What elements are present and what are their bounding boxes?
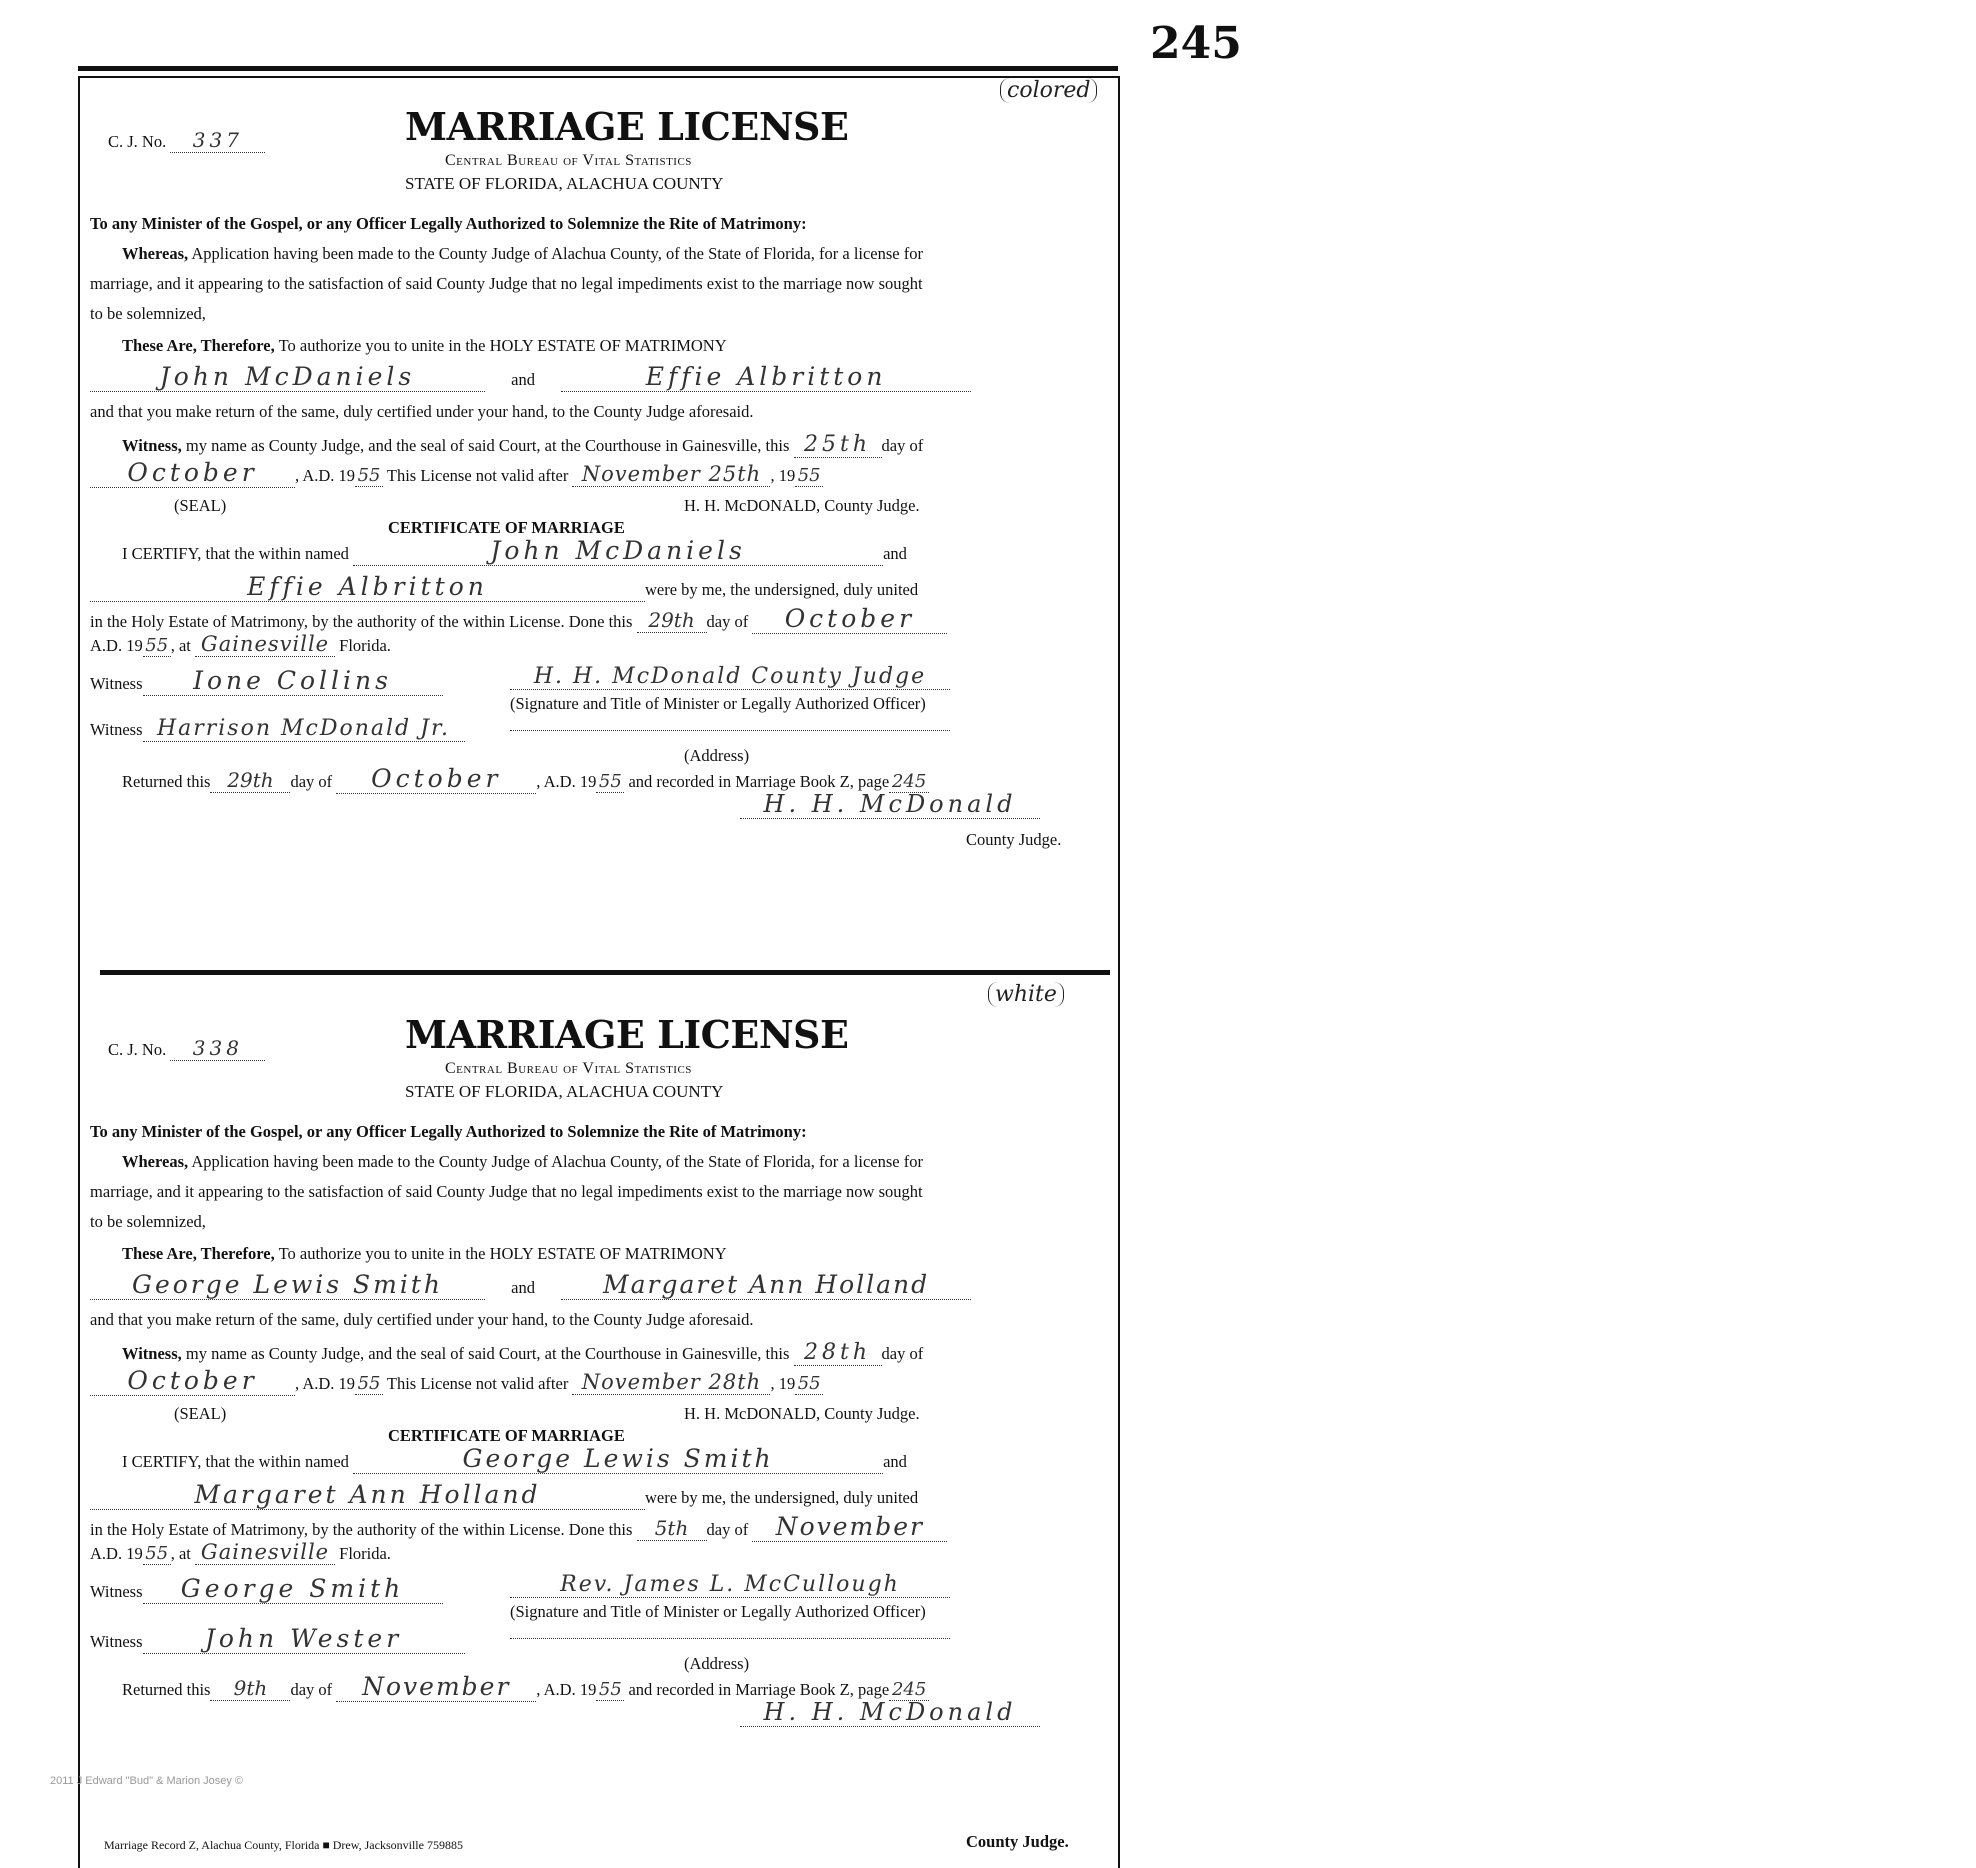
returned-year: 55 [596,1679,624,1701]
section-divider [100,970,1110,975]
valid-until: November 28th [572,1370,770,1395]
returned-day: 9th [210,1676,290,1701]
returned-line: Returned this 9th day of November , A.D. 19 55 and recorded in Marriage Book Z, page 245 [122,1672,1132,1702]
witness-1: George Smith [143,1574,443,1604]
cj-number: 337 [170,128,265,153]
book-page: 245 [889,1679,929,1701]
signature-title-label: (Signature and Title of Minister or Legally Authorized Officer) [510,1602,926,1621]
address-line: To any Minister of the Gospel, or any Officer Legally Authorized to Solemnize the Rite of Matrimony: [90,1122,807,1141]
certificate-title: CERTIFICATE OF MARRIAGE [388,1426,625,1445]
returned-month: November [336,1672,536,1702]
issue-month: October [90,1366,295,1396]
returned-line: Returned this 29th day of October , A.D. 19 55 and recorded in Marriage Book Z, page 245 [122,764,1132,794]
officiant-signature: Rev. James L. McCullough [510,1572,950,1598]
certify-line: I CERTIFY, that the within named John McDaniels and [122,536,907,565]
witness-judge-line: Witness, my name as County Judge, and the seal of said Court, at the Courthouse in Gainesville, this 28th day of [122,1340,924,1365]
issue-year: 55 [355,465,383,487]
cj-number-line [108,128,265,153]
witness-1: Ione Collins [143,666,443,696]
county-judge-label: County Judge. [966,830,1062,849]
bride-name: Effie Albritton [561,362,971,392]
returned-month: October [336,764,536,794]
seal-label: (SEAL) [174,496,227,515]
groom-name: George Lewis Smith [90,1270,485,1300]
valid-until: November 25th [572,462,770,487]
these-are-line: These Are, Therefore, To authorize you to unite in the HOLY ESTATE OF MATRIMONY [122,1244,727,1263]
married-month: November [752,1512,947,1542]
address-line: To any Minister of the Gospel, or any Officer Legally Authorized to Solemnize the Rite of Matrimony: [90,214,807,233]
these-are-line: These Are, Therefore, To authorize you to unite in the HOLY ESTATE OF MATRIMONY [122,336,727,355]
return-line: and that you make return of the same, duly certified under your hand, to the County Judge aforesaid. [90,402,754,421]
officiant-signature: H. H. McDonald County Judge [510,664,950,690]
place-line: A.D. 19 55 , at Gainesville Florida. [90,632,391,656]
issue-year: 55 [355,1373,383,1395]
seal-label: (SEAL) [174,1404,227,1423]
witness-2: John Wester [143,1624,465,1654]
issue-day: 28th [794,1340,882,1366]
recorder-line [740,790,1750,819]
copyright-watermark: 2011 J Edward "Bud" & Marion Josey © [50,1775,244,1787]
return-line: and that you make return of the same, duly certified under your hand, to the County Judge aforesaid. [90,1310,754,1329]
bureau-name: Central Bureau of Vital Statistics [445,152,692,169]
returned-year: 55 [596,771,624,793]
officiant-line [510,664,1520,690]
issue-day: 25th [794,432,882,458]
witness-1-line: Witness Ione Collins [90,666,1100,696]
officiant-address-line [510,716,1520,736]
judge-signature-line: H. H. McDONALD, County Judge. [684,496,920,515]
witness-judge-line: Witness, my name as County Judge, and the seal of said Court, at the Courthouse in Gainesville, this 25th day of [122,432,924,457]
bride-cert: Effie Albritton [90,572,645,602]
race-note: white [988,982,1064,1007]
married-year: 55 [143,635,171,657]
bride-cert-line: Margaret Ann Holland were by me, the undersigned, duly united [90,1480,1100,1510]
certify-line: I CERTIFY, that the within named George Lewis Smith and [122,1444,907,1473]
officiant-address-line [510,1624,1520,1644]
witness-1-line: Witness George Smith [90,1574,1100,1604]
bride-name: Margaret Ann Holland [561,1270,971,1300]
groom-cert: John McDaniels [353,536,883,566]
recorder-signature: H. H. McDonald [740,790,1040,819]
whereas-line-1: Whereas, Application having been made to the County Judge of Alachua County, of the State of Florida, for a license for [122,244,923,263]
done-line: in the Holy Estate of Matrimony, by the authority of the within License. Done this 5th day of November [90,1512,1100,1542]
issue-date-line: October , A.D. 19 55 This License not valid after November 28th , 19 55 [90,1366,1100,1396]
address-label: (Address) [684,746,750,765]
place-line: A.D. 19 55 , at Gainesville Florida. [90,1540,391,1564]
witness-2-line: Witness John Wester [90,1624,1100,1654]
issue-date-line: October , A.D. 19 55 This License not valid after November 25th , 19 55 [90,458,1100,488]
whereas-line-3: to be solemnized, [90,1212,206,1231]
officiant-line [510,1572,1520,1598]
done-line: in the Holy Estate of Matrimony, by the authority of the within License. Done this 29th day of October [90,604,1100,634]
witness-2: Harrison McDonald Jr. [143,716,465,742]
valid-year: 55 [795,1373,823,1395]
race-note: colored [1000,78,1097,103]
married-month: October [752,604,947,634]
top-rule [78,66,1118,71]
license-title: MARRIAGE LICENSE [405,1012,849,1057]
cj-number: 338 [170,1036,265,1061]
recorder-line [740,1698,1750,1727]
issue-month: October [90,458,295,488]
whereas-line-2: marriage, and it appearing to the satisfaction of said County Judge that no legal impediments exist to the marriage now sought [90,1182,923,1201]
witness-2-line: Witness Harrison McDonald Jr. [90,716,1100,742]
book-page: 245 [889,771,929,793]
bride-cert: Margaret Ann Holland [90,1480,645,1510]
and-word: and [511,1278,535,1297]
state-county: STATE OF FLORIDA, ALACHUA COUNTY [405,174,724,193]
officiant-address [510,1638,950,1639]
married-place: Gainesville [195,632,335,657]
married-day: 29th [637,608,707,633]
recorder-signature: H. H. McDonald [740,1698,1040,1727]
footer-imprint: Marriage Record Z, Alachua County, Florida ■ Drew, Jacksonville 759885 [104,1838,463,1852]
valid-year: 55 [795,465,823,487]
license-title: MARRIAGE LICENSE [405,104,849,149]
names-line [90,1270,1100,1300]
married-day: 5th [637,1516,707,1541]
cj-label: C. J. No. [108,1040,167,1059]
address-label: (Address) [684,1654,750,1673]
bureau-name: Central Bureau of Vital Statistics [445,1060,692,1077]
groom-cert: George Lewis Smith [353,1444,883,1474]
married-place: Gainesville [195,1540,335,1565]
whereas-line-1: Whereas, Application having been made to the County Judge of Alachua County, of the State of Florida, for a license for [122,1152,923,1171]
officiant-address [510,730,950,731]
cj-number-line [108,1036,265,1061]
page-number: 245 [1150,18,1242,69]
signature-title-label: (Signature and Title of Minister or Legally Authorized Officer) [510,694,926,713]
groom-name: John McDaniels [90,362,485,392]
certificate-title: CERTIFICATE OF MARRIAGE [388,518,625,537]
names-line [90,362,1100,392]
state-county: STATE OF FLORIDA, ALACHUA COUNTY [405,1082,724,1101]
bride-cert-line: Effie Albritton were by me, the undersigned, duly united [90,572,1100,602]
married-year: 55 [143,1543,171,1565]
returned-day: 29th [210,768,290,793]
cj-label: C. J. No. [108,132,167,151]
judge-signature-line: H. H. McDONALD, County Judge. [684,1404,920,1423]
county-judge-label: County Judge. [966,1832,1069,1851]
whereas-line-3: to be solemnized, [90,304,206,323]
whereas-line-2: marriage, and it appearing to the satisfaction of said County Judge that no legal impediments exist to the marriage now sought [90,274,923,293]
and-word: and [511,370,535,389]
